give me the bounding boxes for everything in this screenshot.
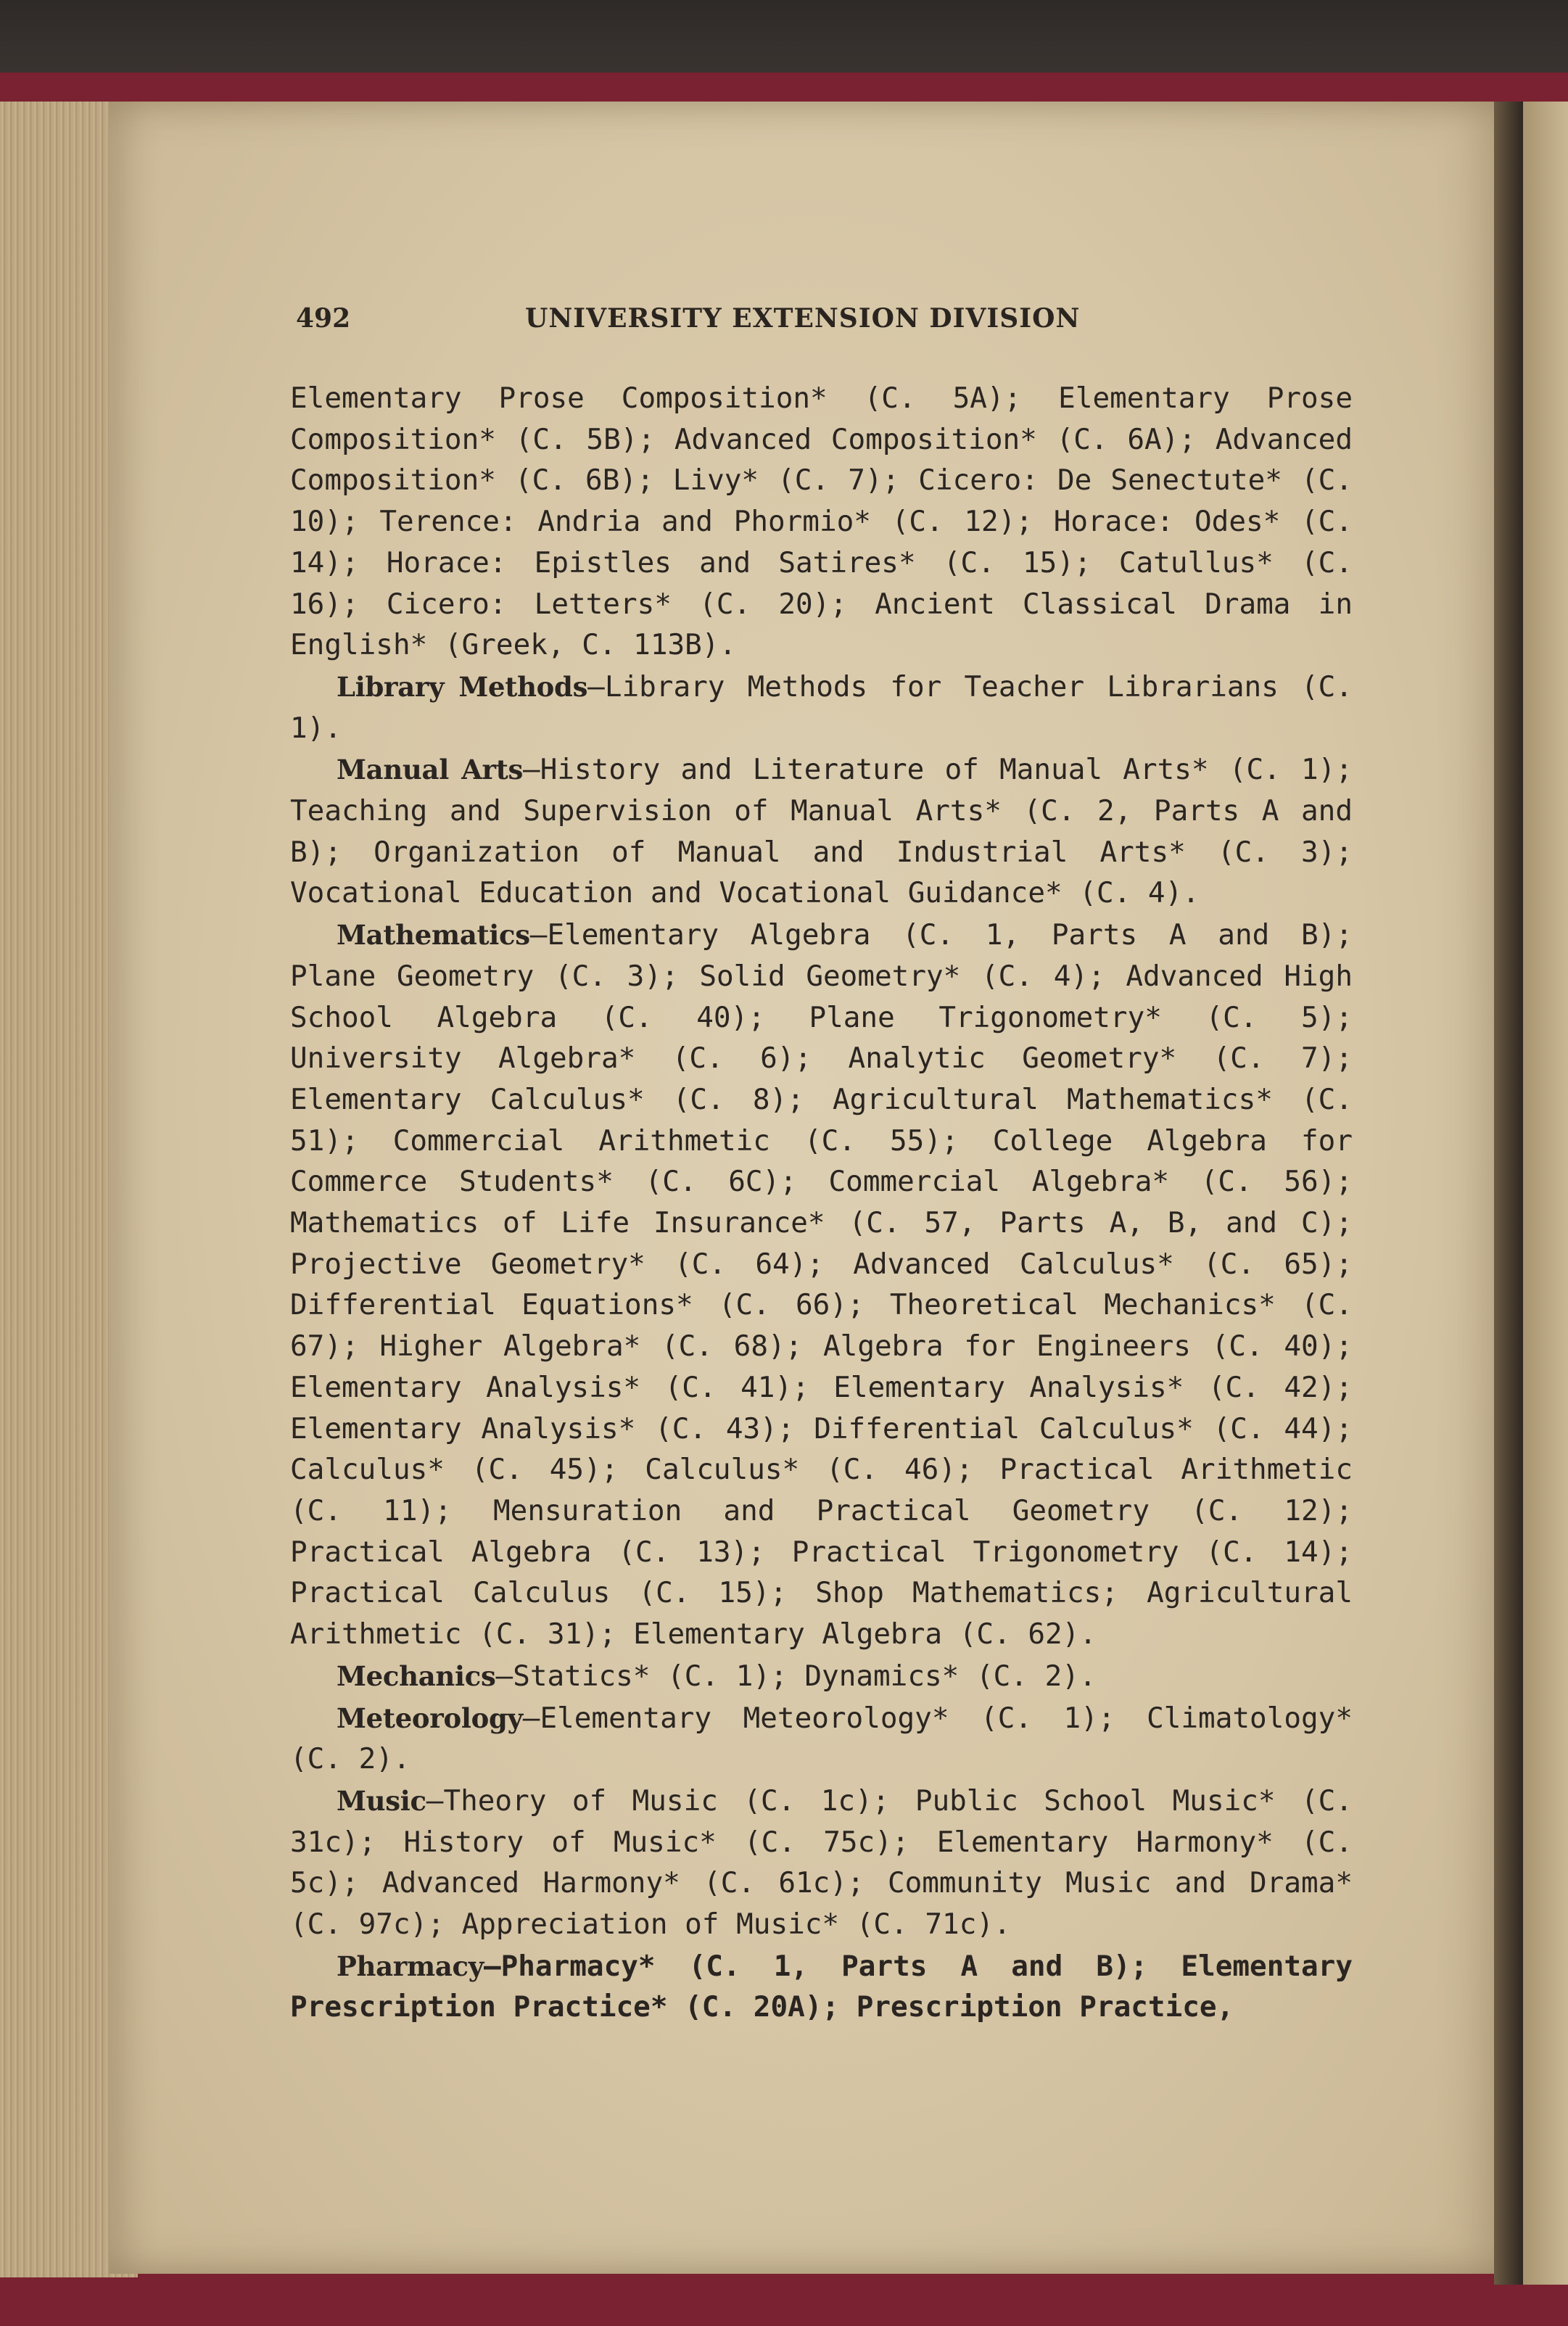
paragraph-text: Elementary Prose Composition* (C. 5A); Elementary Prose Composition* (C. 5B); Advanced Composition* (C. 6A); Advanced Composition* (C. 6B); Livy* (C. 7); Cicero: De Senectute* (C. 10); Terence: Andria and Phormio* (C. 12); Horace: Odes* (C. 14); Horace: Epistles and Satires* (C. 15); Catullus* (C. 16); Cicero: Letters* (C. 20); Ancient Classical Drama in English* (Greek, C. 113B). <box>290 382 1353 662</box>
subject-heading: Music <box>337 1784 426 1817</box>
paragraph-latin-continued <box>290 379 1353 667</box>
paragraph-library-methods <box>290 667 1353 749</box>
subject-heading: Pharmacy <box>337 1950 484 1982</box>
paragraph-text: —Elementary Algebra (C. 1, Parts A and B); Plane Geometry (C. 3); Solid Geometry* (C. 4); Advanced High School Algebra (C. 40); Plane Trigonometry* (C. 5); University Algebra* (C. 6); Analytic Geometry* (C. 7); Elementary Calculus* (C. 8); Agricultural Mathematics* (C. 51); Commercial Arithmetic (C. 55); College Algebra for Commerce Students* (C. 6C); Commercial Algebra* (C. 56); Mathematics of Life Insurance* (C. 57, Parts A, B, and C); Projective Geometry* (C. 64); Advanced Calculus* (C. 65); Differential Equations* (C. 66); Theoretical Mechanics* (C. 67); Higher Algebra* (C. 68); Algebra for Engineers (C. 40); Elementary Analysis* (C. 41); Elementary Analysis* (C. 42); Elementary Analysis* (C. 43); Differential Calculus* (C. 44); Calculus* (C. 45); Calculus* (C. 46); Practical Arithmetic (C. 11); Mensuration and Practical Geometry (C. 12); Practical Algebra (C. 13); Practical Trigonometry (C. 14); Practical Calculus (C. 15); Shop Mathematics; Agricultural Arithmetic (C. 31); Elementary Algebra (C. 62). <box>290 919 1353 1651</box>
book-gutter <box>1494 102 1523 2285</box>
paragraph-text: —Elementary Meteorology* (C. 1); Climatology* (C. 2). <box>290 1702 1353 1776</box>
page-header <box>296 303 1355 347</box>
subject-heading: Mathematics <box>337 919 530 952</box>
background-top <box>0 0 1568 80</box>
page-number: 492 <box>296 303 351 334</box>
paragraph-meteorology <box>290 1698 1353 1781</box>
body-text <box>290 379 1353 2029</box>
paragraph-text: —History and Literature of Manual Arts* (C. 1); Teaching and Supervision of Manual Arts* (C. 2, Parts A and B); Organization of Manual and Industrial Arts* (C. 3); Vocational Education and Vocational Guidance* (C. 4). <box>290 754 1353 910</box>
subject-heading: Manual Arts <box>337 754 524 786</box>
paragraph-pharmacy <box>290 1946 1353 2029</box>
paragraph-text: —Library Methods for Teacher Librarians (C. 1). <box>290 670 1353 745</box>
running-head: UNIVERSITY EXTENSION DIVISION <box>525 303 1081 334</box>
paragraph-music <box>290 1781 1353 1946</box>
paragraph-mechanics <box>290 1656 1353 1698</box>
subject-heading: Library Methods <box>337 670 588 703</box>
paragraph-text: —Pharmacy* (C. 1, Parts A and B); Elementary Prescription Practice* (C. 20A); Prescription Practice, <box>290 1950 1353 2024</box>
subject-heading: Mechanics <box>337 1659 496 1692</box>
paragraph-manual-arts <box>290 749 1353 915</box>
paragraph-text: —Statics* (C. 1); Dynamics* (C. 2). <box>495 1659 1097 1693</box>
subject-heading: Meteorology <box>337 1702 523 1734</box>
facing-page-edge <box>1523 102 1568 2285</box>
paragraph-mathematics <box>290 915 1353 1656</box>
paragraph-text: —Theory of Music (C. 1c); Public School Music* (C. 31c); History of Music* (C. 75c); Elementary Harmony* (C. 5c); Advanced Harmony* (C. 61c); Community Music and Drama* (C. 97c); Appreciation of Music* (C. 71c). <box>290 1784 1353 1942</box>
